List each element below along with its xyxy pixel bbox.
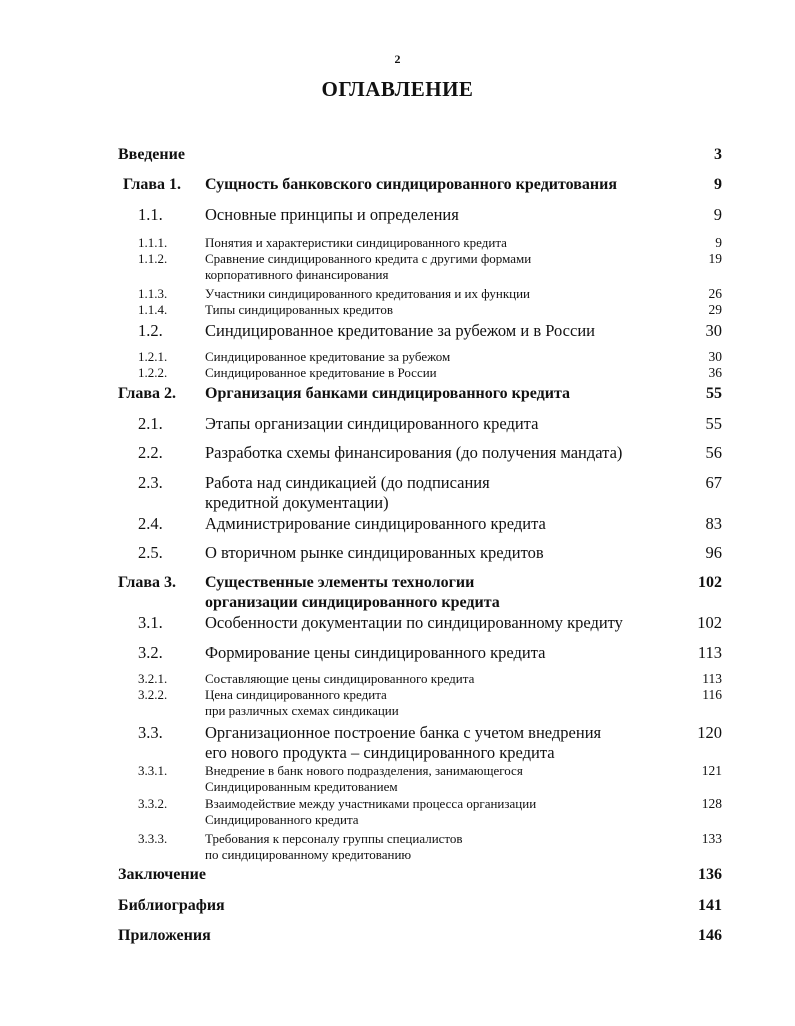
toc-entry-title-continued: Синдицированного кредита xyxy=(205,812,359,827)
toc-entry-title-continued: его нового продукта – синдицированного кредита xyxy=(205,743,555,762)
toc-entry-page: 30 xyxy=(708,349,722,364)
toc-entry-page: 19 xyxy=(708,251,722,266)
toc-entry-page: 113 xyxy=(697,643,722,662)
toc-entry-title: Синдицированное кредитование в России xyxy=(205,365,437,380)
toc-entry-title-continued: организации синдицированного кредита xyxy=(205,594,500,611)
toc-entry-number: 2.4. xyxy=(138,514,163,533)
page-number: 2 xyxy=(394,52,401,66)
toc-entry-number: 3.3. xyxy=(138,723,163,742)
toc-entry-title: Библиография xyxy=(118,897,225,914)
toc-entry-page: 113 xyxy=(702,671,722,686)
toc-entry-page: 120 xyxy=(697,723,722,742)
toc-entry-title: Требования к персоналу группы специалистов xyxy=(205,831,463,846)
toc-entry-title: О вторичном рынке синдицированных кредитов xyxy=(205,543,544,562)
toc-entry-page: 141 xyxy=(698,897,722,914)
toc-entry-page: 9 xyxy=(715,235,722,250)
toc-entry-page: 136 xyxy=(698,866,722,883)
toc-entry-number: 1.2.1. xyxy=(138,349,168,364)
toc-entry-number: 2.1. xyxy=(138,414,163,433)
toc-entry-number: 3.3.1. xyxy=(138,763,168,778)
toc-entry-page: 116 xyxy=(702,687,722,702)
toc-entry-number: Глава 3. xyxy=(118,574,176,591)
toc-entry-title-continued: корпоративного финансирования xyxy=(205,267,389,282)
toc-entry-page: 128 xyxy=(701,796,722,811)
toc-entry-number: 1.1. xyxy=(138,205,163,224)
page-title: ОГЛАВЛЕНИЕ xyxy=(321,77,474,101)
toc-entry-number: 3.2.2. xyxy=(138,687,168,702)
toc-entry-title: Понятия и характеристики синдицированного кредита xyxy=(205,235,507,250)
toc-entry-title: Основные принципы и определения xyxy=(205,205,459,224)
toc-entry-page: 56 xyxy=(705,443,722,462)
toc-entry-title: Введение xyxy=(118,146,185,163)
toc-entry-number: 1.1.1. xyxy=(138,235,168,250)
toc-entry-page: 29 xyxy=(708,302,722,317)
toc-entry-title: Существенные элементы технологии xyxy=(205,574,475,591)
toc-entry-title: Заключение xyxy=(118,866,206,883)
toc-entry-title: Типы синдицированных кредитов xyxy=(205,302,393,317)
toc-entry-title: Цена синдицированного кредита xyxy=(205,687,387,702)
toc-entry-title: Внедрение в банк нового подразделения, занимающегося xyxy=(205,763,523,778)
toc-entry-number: 3.1. xyxy=(138,613,163,632)
toc-entry-number: 3.2.1. xyxy=(138,671,168,686)
toc-entry-title: Организация банками синдицированного кредита xyxy=(205,385,570,402)
toc-entry-title: Особенности документации по синдицированному кредиту xyxy=(205,613,623,632)
toc-entry-title-continued: Синдицированным кредитованием xyxy=(205,779,398,794)
toc-entry-title: Организационное построение банка с учетом внедрения xyxy=(205,723,602,742)
toc-entry-number: 2.5. xyxy=(138,543,163,562)
toc-entry-page: 9 xyxy=(714,176,722,193)
toc-entry-title: Участники синдицированного кредитования и их функции xyxy=(205,286,531,301)
toc-entry-page: 55 xyxy=(706,385,722,402)
toc-entry-title: Сущность банковского синдицированного кредитования xyxy=(205,176,617,193)
toc-entry-title-continued: при различных схемах синдикации xyxy=(205,703,399,718)
toc-entry-title-continued: по синдицированному кредитованию xyxy=(205,847,412,862)
toc-entry-title: Синдицированное кредитование за рубежом xyxy=(205,349,451,364)
toc-entry-number: 3.2. xyxy=(138,643,163,662)
toc-entry-page: 146 xyxy=(698,927,722,944)
toc-entry-page: 121 xyxy=(701,763,722,778)
toc-entry-number: 1.1.2. xyxy=(138,251,168,266)
toc-entry-number: 1.1.4. xyxy=(138,302,168,317)
toc-entry-page: 36 xyxy=(708,365,722,380)
toc-entry-number: 2.2. xyxy=(138,443,163,462)
toc-entry-number: 3.3.2. xyxy=(138,796,168,811)
toc-entry-title: Сравнение синдицированного кредита с другими формами xyxy=(205,251,532,266)
toc-entry-number: 1.1.3. xyxy=(138,286,168,301)
toc-entry-number: 1.2.2. xyxy=(138,365,168,380)
toc-entry-title: Синдицированное кредитование за рубежом и в России xyxy=(205,321,595,340)
toc-entry-title: Разработка схемы финансирования (до получения мандата) xyxy=(205,443,623,462)
toc-entry-page: 9 xyxy=(713,205,722,224)
toc-entry-number: 3.3.3. xyxy=(138,831,168,846)
toc-entry-title: Работа над синдикацией (до подписания xyxy=(205,473,490,492)
toc-entry-title: Администрирование синдицированного кредита xyxy=(205,514,546,533)
toc-entry-page: 30 xyxy=(705,321,722,340)
toc-entry-number: 1.2. xyxy=(138,321,163,340)
toc-entry-title-continued: кредитной документации) xyxy=(205,493,389,512)
toc-entry-page: 96 xyxy=(705,543,722,562)
toc-entry-number: Глава 1. xyxy=(123,176,181,193)
toc-entry-page: 83 xyxy=(705,514,722,533)
toc-entry-page: 26 xyxy=(708,286,722,301)
toc-entry-title: Взаимодействие между участниками процесса организации xyxy=(205,796,537,811)
toc-entry-title: Приложения xyxy=(118,927,211,944)
toc-entry-page: 55 xyxy=(705,414,722,433)
toc-entry-title: Формирование цены синдицированного кредита xyxy=(205,643,546,662)
toc-entry-title: Этапы организации синдицированного кредита xyxy=(205,414,539,433)
toc-entry-number: Глава 2. xyxy=(118,385,176,402)
toc-entry-page: 133 xyxy=(701,831,722,846)
toc-entry-page: 67 xyxy=(705,473,722,492)
toc-entry-page: 102 xyxy=(698,574,722,591)
toc-entry-number: 2.3. xyxy=(138,473,163,492)
toc-entry-title: Составляющие цены синдицированного кредита xyxy=(205,671,475,686)
toc-entry-page: 3 xyxy=(714,146,722,163)
toc-entry-page: 102 xyxy=(697,613,722,632)
